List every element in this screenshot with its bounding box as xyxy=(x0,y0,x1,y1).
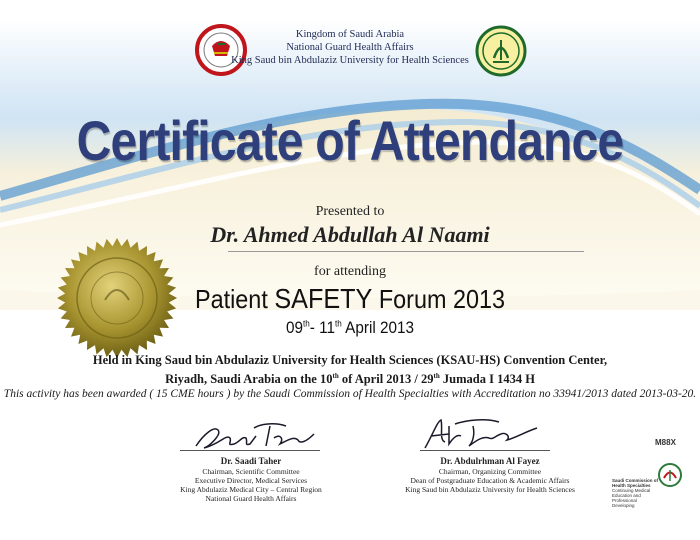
signature-icon xyxy=(415,412,545,454)
signatory-name-2: Dr. Abdulrhman Al Fayez xyxy=(440,456,540,466)
event-name-pre: Patient xyxy=(194,284,275,314)
venue-line-2-sup2: th xyxy=(433,372,440,380)
event-date-rest: April 2013 xyxy=(341,318,415,337)
certificate-title: Certificate of Attendance xyxy=(76,109,624,172)
for-attending-label: for attending xyxy=(314,264,386,279)
venue-line-2-sup: th xyxy=(332,372,339,380)
signatory-name-1: Dr. Saadi Taher xyxy=(220,456,282,466)
event-date-start-suffix: th xyxy=(302,318,310,329)
signatory-1-line-3: King Abdulaziz Medical City – Central Region xyxy=(180,485,322,494)
event-name-caps: SAFETY xyxy=(274,283,373,314)
event-name xyxy=(35,283,665,315)
signatory-2-line-1: Chairman, Organizing Committee xyxy=(438,467,542,476)
scfhs-name: Saudi Commission of Health Specialties xyxy=(612,478,659,488)
venue-line-2b: of April 2013 / 29 xyxy=(338,372,434,387)
certificate-code: M88X xyxy=(655,438,676,447)
event-date-sep: - 11 xyxy=(309,318,335,337)
signatory-block-2 xyxy=(375,457,605,494)
signatory-1-line-4: National Guard Health Affairs xyxy=(205,494,297,503)
header-line-2: National Guard Health Affairs xyxy=(286,42,414,53)
signatory-2-line-3: King Saud bin Abdulaziz University for Health Sciences xyxy=(405,485,575,494)
venue-line-1: Held in King Saud bin Abdulaziz University for Health Sciences (KSAU-HS) Convention Center, xyxy=(92,353,608,367)
issuer-header xyxy=(200,28,500,67)
signature-line-1 xyxy=(180,450,320,451)
venue-line-2c: Jumada I 1434 H xyxy=(439,372,535,387)
scfhs-label xyxy=(612,478,660,508)
accreditation-statement: This activity has been awarded ( 15 CME hours ) by the Saudi Commission of Health Specialties with Accreditation no 33941/2013 dated 2013-03-20. xyxy=(3,388,697,400)
event-date-end-suffix: th xyxy=(334,318,342,329)
presented-to-label: Presented to xyxy=(315,204,385,219)
scfhs-tagline: Continuing Medical Education and Professional Developing xyxy=(612,488,651,508)
event-name-post: Forum 2013 xyxy=(372,284,506,314)
signatory-1-line-1: Chairman, Scientific Committee xyxy=(202,467,300,476)
recipient-underline xyxy=(228,251,584,252)
signatory-1-line-2: Executive Director, Medical Services xyxy=(194,476,308,485)
signatory-block-1 xyxy=(136,457,366,503)
signature-line-2 xyxy=(420,450,550,451)
recipient-name: Dr. Ahmed Abdullah Al Naami xyxy=(210,222,490,247)
venue-line-2 xyxy=(0,368,700,387)
event-dates xyxy=(35,318,665,338)
signatory-2-line-2: Dean of Postgraduate Education & Academic Affairs xyxy=(410,476,570,485)
header-line-1: Kingdom of Saudi Arabia xyxy=(295,29,405,40)
header-line-3: King Saud bin Abdulaziz University for Health Sciences xyxy=(231,55,469,66)
event-date-start: 09 xyxy=(285,318,303,337)
venue-line-2a: Riyadh, Saudi Arabia on the 10 xyxy=(165,372,333,387)
venue-text xyxy=(0,352,700,387)
